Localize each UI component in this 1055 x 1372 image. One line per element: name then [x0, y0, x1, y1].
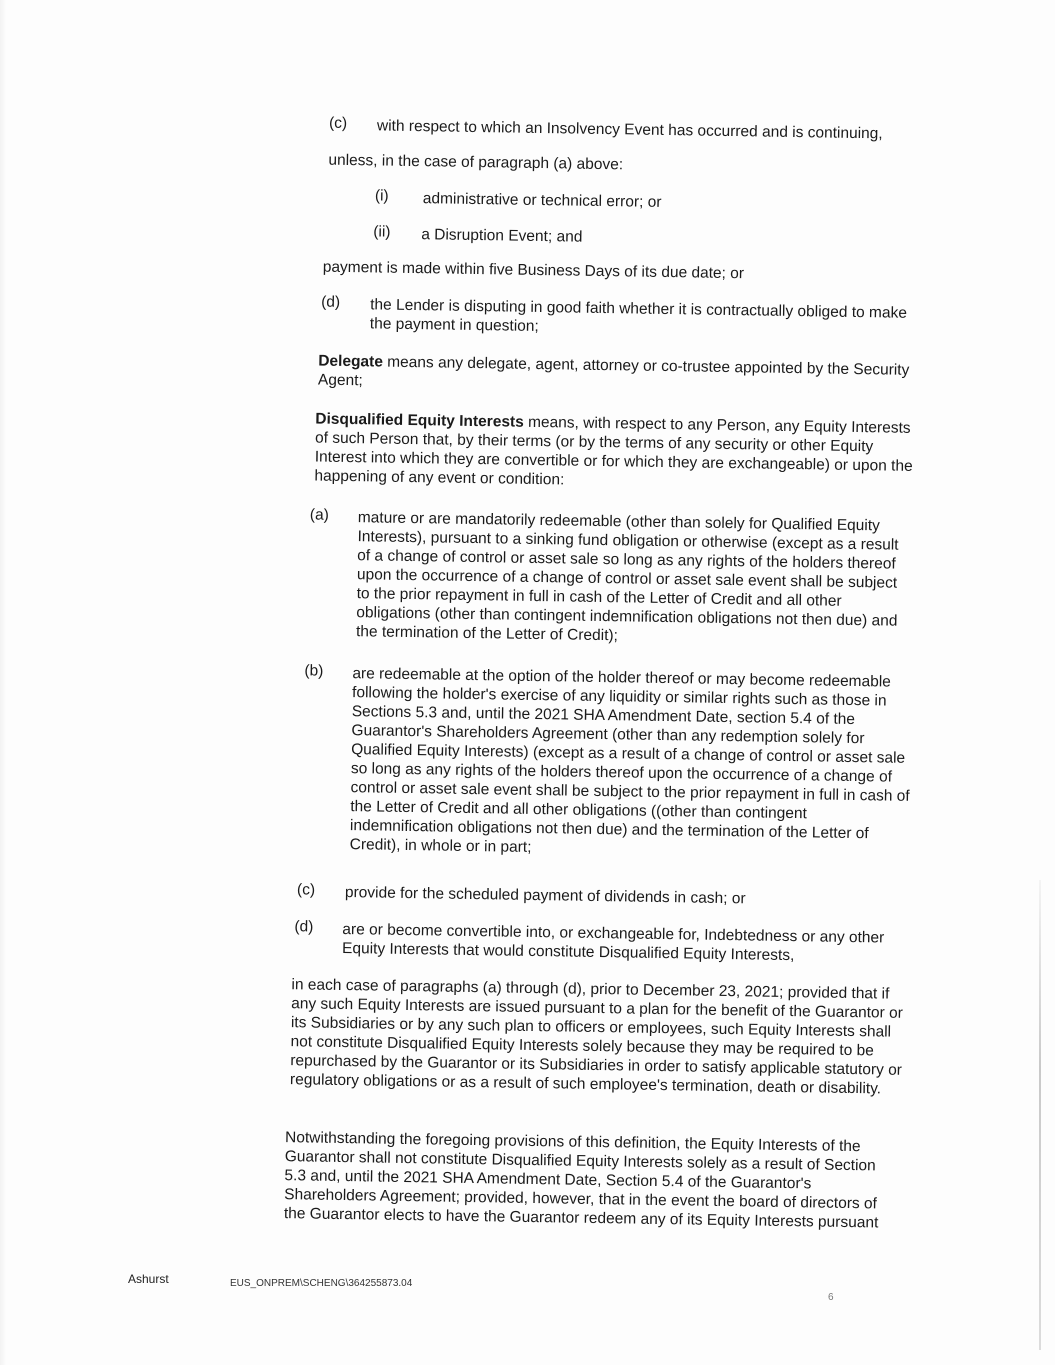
list-item-b-text: are redeemable at the option of the holder thereof or may become redeemable following the holder's exercise of any liquidity or similar rights such as those in Sections 5.3 and, until the 2021 SHA Amendment Date, section 5.4 of the Guarantor's Shareholders Agreement (other than any redemption solely for Qualified Equity Interests) (except as a result of a change of control or asset sale so long as any rights of the holders thereof upon the occurrence of a change of control or asset sale event shall be subject to the prior repayment in full in cash of the Letter of Credit and all other obligations ((other than contingent indemnification obligations not then due) and the termination of the Letter of Credit), in whole or in part;	[349, 665, 910, 856]
disqualified-definition	[314, 409, 920, 494]
list-item-d-text: are or become convertible into, or exchangeable for, Indebtedness or any other Equity Interests that would constitute Disqualified Equity Interests,	[341, 920, 885, 965]
delegate-text: means any delegate, agent, attorney or co-trustee appointed by the Security Agent;	[317, 353, 910, 390]
disqualified-term: Disqualified Equity Interests	[315, 410, 524, 431]
list-item-a-label: (a)	[309, 506, 329, 524]
list-item-d-label: (d)	[294, 918, 314, 936]
item-c-top-text: with respect to which an Insolvency Event has occurred and is continuing,	[376, 117, 883, 143]
list-item-b-label: (b)	[304, 662, 324, 680]
payment-line: payment is made within five Business Days of its due date; or	[322, 258, 745, 283]
in-each-case-paragraph: in each case of paragraphs (a) through (d), prior to December 23, 2021; provided that if any such Equity Interests are issued pursuant to a plan for the benefit of the Guarantor or its Subsidiaries or by any such plan to officers or employees, such Equity Interests shall not constitute Disqualified Equity Interests solely because they may be required to be repurchased by the Guarantor or its Subsidiaries in order to satisfy applicable statutory or regulatory obligations or as a result of such employee's termination, death or disability.	[289, 976, 904, 1098]
sub-item-i-text: administrative or technical error; or	[422, 190, 662, 211]
delegate-definition	[318, 352, 919, 399]
list-item-a-text: mature or are mandatorily redeemable (other than solely for Qualified Equity Interests), pursuant to a sinking fund obligation or otherwise (except as a result of a change of control or asset sale so long as any rights of the holders thereof upon the occurrence of a change of control or asset sale event shall be subject to the prior repayment in full in cash of the Letter of Credit and all other obligations (other than contingent indemnification obligations not then due) and the termination of the Letter of Credit);	[355, 509, 899, 645]
delegate-term: Delegate	[318, 352, 384, 371]
sub-item-ii-label: (ii)	[373, 223, 391, 241]
list-item-c-text: provide for the scheduled payment of dividends in cash; or	[344, 884, 746, 908]
item-d-top-text: the Lender is disputing in good faith whether it is contractually obliged to make the payment in question;	[369, 296, 908, 335]
footer-firm-name: Ashurst	[128, 1272, 169, 1286]
item-c-top-label: (c)	[328, 114, 348, 132]
unless-line: unless, in the case of paragraph (a) above:	[328, 151, 624, 174]
footer-document-reference: EUS_ONPREM\SCHENG\364255873.04	[230, 1278, 413, 1289]
sub-item-ii-text: a Disruption Event; and	[421, 226, 583, 246]
disqualified-text: means, with respect to any Person, any Equity Interests of such Person that, by their terms (or by the terms of any security or other Equity Interest into which they are convertible or for which they are exchangeable) or upon the happening of any event or condition:	[314, 413, 913, 489]
page-number: 6	[828, 1292, 834, 1303]
item-d-top-label: (d)	[321, 293, 341, 311]
sub-item-i-label: (i)	[374, 187, 389, 205]
notwithstanding-paragraph: Notwithstanding the foregoing provisions of this definition, the Equity Interests of the Guarantor shall not constitute Disqualified Equity Interests solely as a result of Section 5.3 and, until the 2021 SHA Amendment Date, Section 5.4 of the Guarantor's Shareholders Agreement; provided, however, that in the event the board of directors of the Guarantor elects to have the Guarantor redeem any of its Equity Interests pursuant	[283, 1129, 879, 1232]
list-item-c-label: (c)	[296, 881, 316, 899]
